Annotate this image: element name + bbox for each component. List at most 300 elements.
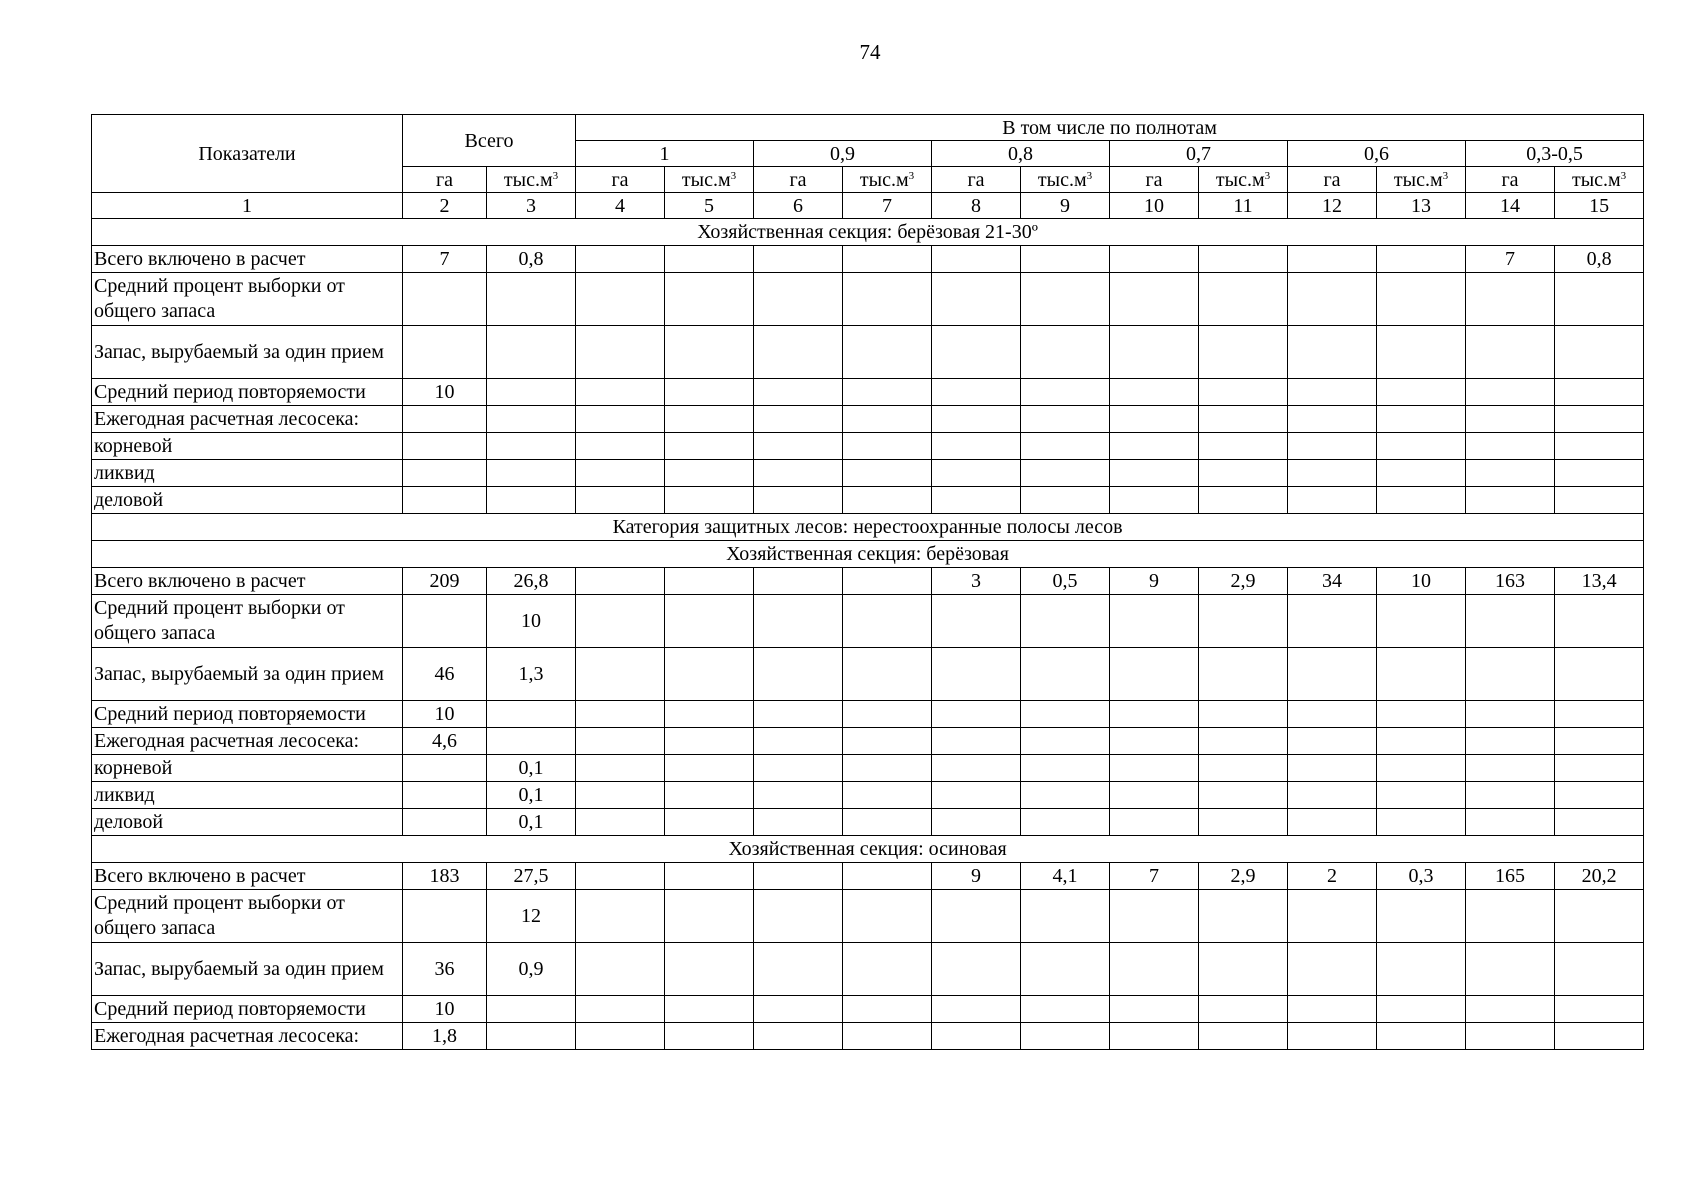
table-cell: 0,3 (1377, 863, 1466, 890)
table-cell (1199, 1023, 1288, 1050)
table-cell (665, 943, 754, 996)
table-cell: 7 (1110, 863, 1199, 890)
table-row (92, 728, 1644, 755)
table-cell (932, 755, 1021, 782)
table-cell (1555, 460, 1644, 487)
table-row (92, 943, 1644, 996)
table-cell (1466, 1023, 1555, 1050)
table-cell (665, 809, 754, 836)
table-cell: 0,1 (487, 782, 576, 809)
table-cell (932, 701, 1021, 728)
unit-ha: га (754, 167, 843, 193)
column-number: 4 (576, 193, 665, 219)
table-cell (1555, 326, 1644, 379)
table-cell (754, 595, 843, 648)
table-cell (1199, 943, 1288, 996)
table-cell (576, 863, 665, 890)
indicator-label: деловой (92, 487, 403, 514)
table-cell (403, 782, 487, 809)
table-cell (665, 246, 754, 273)
table-cell: 165 (1466, 863, 1555, 890)
unit-ha: га (403, 167, 487, 193)
indicator-label: Средний процент выборки от общего запаса (92, 595, 403, 648)
table-cell (665, 863, 754, 890)
table-cell (1377, 1023, 1466, 1050)
table-cell (1199, 246, 1288, 273)
table-cell (1110, 487, 1199, 514)
indicator-label: Средний процент выборки от общего запаса (92, 890, 403, 943)
unit-volume-text: тыс.м (1571, 168, 1621, 191)
table-cell (932, 728, 1021, 755)
table-cell (1021, 595, 1110, 648)
table-cell (403, 433, 487, 460)
table-cell (1377, 460, 1466, 487)
column-number: 2 (403, 193, 487, 219)
table-cell (576, 246, 665, 273)
table-cell (1288, 648, 1377, 701)
table-cell (1199, 890, 1288, 943)
table-cell (843, 568, 932, 595)
table-cell: 0,1 (487, 755, 576, 782)
table-cell (932, 487, 1021, 514)
table-cell (1377, 943, 1466, 996)
table-cell (1288, 595, 1377, 648)
table-cell (754, 890, 843, 943)
table-cell: 26,8 (487, 568, 576, 595)
table-row (92, 996, 1644, 1023)
section-row (92, 541, 1644, 568)
table-cell: 27,5 (487, 863, 576, 890)
table-row (92, 782, 1644, 809)
table-cell (403, 890, 487, 943)
table-cell (1110, 890, 1199, 943)
table-cell (576, 809, 665, 836)
density-header: 0,3-0,5 (1466, 141, 1644, 167)
table-cell (1199, 996, 1288, 1023)
table-cell (665, 755, 754, 782)
table-cell (576, 996, 665, 1023)
table-row (92, 1023, 1644, 1050)
table-cell (1021, 943, 1110, 996)
table-cell (1110, 782, 1199, 809)
table-row (92, 890, 1644, 943)
table-cell (932, 943, 1021, 996)
table-cell: 13,4 (1555, 568, 1644, 595)
table-cell (1288, 782, 1377, 809)
indicator-label: Запас, вырубаемый за один прием (92, 326, 403, 379)
table-row (92, 863, 1644, 890)
section-title: Категория защитных лесов: нерестоохранные полосы лесов (92, 514, 1644, 541)
table-cell (1110, 755, 1199, 782)
table-cell (1377, 996, 1466, 1023)
table-cell (487, 406, 576, 433)
table-cell (1199, 809, 1288, 836)
table-cell (1377, 326, 1466, 379)
table-cell (665, 433, 754, 460)
table-cell (665, 406, 754, 433)
indicator-label: Ежегодная расчетная лесосека: (92, 728, 403, 755)
table-cell (843, 863, 932, 890)
table-cell (1199, 487, 1288, 514)
table-cell (932, 890, 1021, 943)
unit-volume-exponent: 3 (1264, 169, 1271, 182)
unit-volume-exponent: 3 (1086, 169, 1093, 182)
section-title: Хозяйственная секция: осиновая (92, 836, 1644, 863)
table-cell (754, 996, 843, 1023)
density-header: 0,8 (932, 141, 1110, 167)
table-cell (487, 996, 576, 1023)
table-cell (665, 782, 754, 809)
table-cell (665, 648, 754, 701)
table-cell: 10 (403, 996, 487, 1023)
table-cell: 9 (932, 863, 1021, 890)
table-cell (843, 782, 932, 809)
column-number: 1 (92, 193, 403, 219)
table-cell (1021, 728, 1110, 755)
table-cell (1021, 460, 1110, 487)
table-cell: 0,8 (1555, 246, 1644, 273)
indicator-label: корневой (92, 433, 403, 460)
table-cell: 10 (1377, 568, 1466, 595)
table-cell (843, 326, 932, 379)
table-cell (1377, 782, 1466, 809)
table-cell: 20,2 (1555, 863, 1644, 890)
table-cell (1110, 809, 1199, 836)
indicator-label: ликвид (92, 782, 403, 809)
table-cell (1377, 246, 1466, 273)
table-cell (1377, 755, 1466, 782)
column-number: 9 (1021, 193, 1110, 219)
table-cell (1021, 487, 1110, 514)
table-cell (1555, 809, 1644, 836)
indicator-label: Средний период повторяемости (92, 701, 403, 728)
table-cell (1110, 433, 1199, 460)
table-row (92, 568, 1644, 595)
table-cell (1377, 648, 1466, 701)
table-cell (403, 809, 487, 836)
table-cell (665, 487, 754, 514)
unit-volume (1199, 167, 1288, 193)
density-header: 0,9 (754, 141, 932, 167)
table-cell (1288, 755, 1377, 782)
unit-volume (1555, 167, 1644, 193)
table-cell (1199, 648, 1288, 701)
table-cell: 46 (403, 648, 487, 701)
table-cell (932, 273, 1021, 326)
table-cell (932, 648, 1021, 701)
table-cell: 7 (1466, 246, 1555, 273)
unit-ha: га (932, 167, 1021, 193)
table-cell (1377, 701, 1466, 728)
table-cell: 163 (1466, 568, 1555, 595)
table-cell (843, 246, 932, 273)
table-cell (1110, 648, 1199, 701)
indicator-label: Всего включено в расчет (92, 568, 403, 595)
table-cell (1288, 460, 1377, 487)
table-cell (754, 943, 843, 996)
table-cell (1288, 433, 1377, 460)
table-cell (665, 890, 754, 943)
table-cell (1466, 890, 1555, 943)
table-cell: 12 (487, 890, 576, 943)
table-cell: 2 (1288, 863, 1377, 890)
table-cell (1288, 1023, 1377, 1050)
table-cell (1021, 273, 1110, 326)
table-cell (1199, 755, 1288, 782)
table-cell (754, 460, 843, 487)
table-cell (403, 460, 487, 487)
table-cell (1110, 728, 1199, 755)
table-cell (1377, 595, 1466, 648)
table-cell (576, 406, 665, 433)
table-cell: 10 (403, 379, 487, 406)
table-cell (1555, 406, 1644, 433)
table-cell (754, 406, 843, 433)
table-cell (1555, 728, 1644, 755)
table-cell (576, 487, 665, 514)
unit-ha: га (576, 167, 665, 193)
table-cell (576, 890, 665, 943)
table-cell (1110, 273, 1199, 326)
table-cell (576, 568, 665, 595)
table-cell (1466, 728, 1555, 755)
table-cell (754, 782, 843, 809)
table-cell (665, 273, 754, 326)
table-cell (1377, 433, 1466, 460)
table-row (92, 755, 1644, 782)
table-cell (576, 433, 665, 460)
table-cell (1021, 1023, 1110, 1050)
table-cell (1555, 943, 1644, 996)
unit-volume (843, 167, 932, 193)
table-cell (1288, 326, 1377, 379)
indicator-label: Всего включено в расчет (92, 246, 403, 273)
table-cell (1466, 273, 1555, 326)
density-header: 0,6 (1288, 141, 1466, 167)
table-cell (754, 487, 843, 514)
table-cell (932, 326, 1021, 379)
table-cell (665, 568, 754, 595)
table-cell: 34 (1288, 568, 1377, 595)
table-cell: 4,1 (1021, 863, 1110, 890)
table-cell (754, 568, 843, 595)
table-cell (754, 728, 843, 755)
unit-volume-text: тыс.м (1037, 168, 1087, 191)
table-cell (1021, 246, 1110, 273)
table-cell (754, 755, 843, 782)
section-title: Хозяйственная секция: берёзовая 21-30º (92, 219, 1644, 246)
table-header (92, 115, 1644, 219)
table-cell (1199, 595, 1288, 648)
table-cell (932, 782, 1021, 809)
table-cell (1555, 273, 1644, 326)
table-cell (487, 487, 576, 514)
table-cell (754, 273, 843, 326)
table-cell (1288, 890, 1377, 943)
table-cell (932, 379, 1021, 406)
table-cell (1377, 487, 1466, 514)
column-number: 11 (1199, 193, 1288, 219)
table-cell (1021, 782, 1110, 809)
table-cell (932, 406, 1021, 433)
table-cell: 0,9 (487, 943, 576, 996)
allowable-cut-table (91, 114, 1644, 1050)
column-number: 8 (932, 193, 1021, 219)
table-cell (1377, 406, 1466, 433)
table-cell (665, 460, 754, 487)
table-cell (1110, 701, 1199, 728)
table-cell (843, 273, 932, 326)
density-header: 1 (576, 141, 754, 167)
indicator-label: Ежегодная расчетная лесосека: (92, 406, 403, 433)
table-cell (843, 996, 932, 1023)
table-cell (403, 755, 487, 782)
table-cell (1199, 728, 1288, 755)
table-cell (1110, 406, 1199, 433)
unit-volume-exponent: 3 (908, 169, 915, 182)
table-cell (843, 890, 932, 943)
table-cell (843, 648, 932, 701)
table-cell (665, 1023, 754, 1050)
table-cell (1377, 728, 1466, 755)
table-cell (1466, 595, 1555, 648)
unit-volume (1377, 167, 1466, 193)
column-number: 5 (665, 193, 754, 219)
table-row (92, 406, 1644, 433)
unit-volume-text: тыс.м (1393, 168, 1443, 191)
indicator-label: корневой (92, 755, 403, 782)
indicator-label: ликвид (92, 460, 403, 487)
table-cell (665, 379, 754, 406)
column-number-row (92, 193, 1644, 219)
table-cell (1021, 326, 1110, 379)
table-cell (1021, 890, 1110, 943)
table-cell (1199, 460, 1288, 487)
table-row (92, 701, 1644, 728)
table-row (92, 273, 1644, 326)
table-cell (1288, 273, 1377, 326)
table-cell (665, 326, 754, 379)
table-cell (1199, 433, 1288, 460)
total-header: Всего (403, 115, 576, 167)
table-cell (1110, 943, 1199, 996)
unit-volume-text: тыс.м (1215, 168, 1265, 191)
column-number: 14 (1466, 193, 1555, 219)
header-row-1 (92, 115, 1644, 141)
table-cell (487, 326, 576, 379)
table-cell (754, 433, 843, 460)
column-number: 12 (1288, 193, 1377, 219)
section-title: Хозяйственная секция: берёзовая (92, 541, 1644, 568)
by-density-header: В том числе по полнотам (576, 115, 1644, 141)
unit-volume (665, 167, 754, 193)
table-cell (1288, 406, 1377, 433)
table-cell (1288, 996, 1377, 1023)
table-cell (576, 326, 665, 379)
indicator-label: Средний период повторяемости (92, 379, 403, 406)
table-cell (403, 487, 487, 514)
unit-volume-exponent: 3 (1620, 169, 1627, 182)
table-cell (1021, 433, 1110, 460)
table-cell: 1,3 (487, 648, 576, 701)
table-cell (843, 595, 932, 648)
table-cell: 2,9 (1199, 568, 1288, 595)
table-cell (1377, 273, 1466, 326)
table-cell: 10 (403, 701, 487, 728)
table-cell (576, 728, 665, 755)
table-cell (403, 326, 487, 379)
table-cell (1377, 809, 1466, 836)
table-cell (843, 755, 932, 782)
table-cell (1555, 595, 1644, 648)
table-cell (1466, 326, 1555, 379)
table-cell (843, 728, 932, 755)
indicator-label: Всего включено в расчет (92, 863, 403, 890)
table-cell (1110, 379, 1199, 406)
unit-volume-text: тыс.м (859, 168, 909, 191)
table-cell (1199, 273, 1288, 326)
table-cell (1288, 246, 1377, 273)
table-cell (1199, 379, 1288, 406)
table-cell (932, 433, 1021, 460)
table-cell (754, 246, 843, 273)
unit-volume-exponent: 3 (552, 169, 559, 182)
table-cell (1555, 755, 1644, 782)
table-cell (1199, 701, 1288, 728)
unit-volume (1021, 167, 1110, 193)
table-cell (932, 595, 1021, 648)
table-row (92, 460, 1644, 487)
indicator-label: деловой (92, 809, 403, 836)
table-cell (843, 943, 932, 996)
table-cell (576, 701, 665, 728)
table-cell (1466, 433, 1555, 460)
table-cell (1377, 890, 1466, 943)
table-cell (1199, 326, 1288, 379)
table-cell (1555, 890, 1644, 943)
column-number: 3 (487, 193, 576, 219)
table-cell (1466, 755, 1555, 782)
table-cell (1110, 326, 1199, 379)
table-cell (403, 595, 487, 648)
table-cell (1199, 782, 1288, 809)
table-cell (754, 379, 843, 406)
table-row (92, 809, 1644, 836)
table-cell (576, 460, 665, 487)
table-cell (1021, 379, 1110, 406)
table-row (92, 433, 1644, 460)
table-cell (932, 246, 1021, 273)
indicator-label: Запас, вырубаемый за один прием (92, 943, 403, 996)
table-cell (754, 863, 843, 890)
table-cell (665, 728, 754, 755)
indicator-label: Средний процент выборки от общего запаса (92, 273, 403, 326)
table-cell (843, 487, 932, 514)
column-number: 7 (843, 193, 932, 219)
table-cell: 7 (403, 246, 487, 273)
table-cell (1110, 246, 1199, 273)
table-cell (1110, 996, 1199, 1023)
unit-volume-text: тыс.м (681, 168, 731, 191)
column-number: 13 (1377, 193, 1466, 219)
table-cell (843, 1023, 932, 1050)
unit-ha: га (1466, 167, 1555, 193)
table-cell: 10 (487, 595, 576, 648)
table-cell (1466, 996, 1555, 1023)
table-cell (843, 379, 932, 406)
table-cell (487, 273, 576, 326)
table-cell (1021, 996, 1110, 1023)
